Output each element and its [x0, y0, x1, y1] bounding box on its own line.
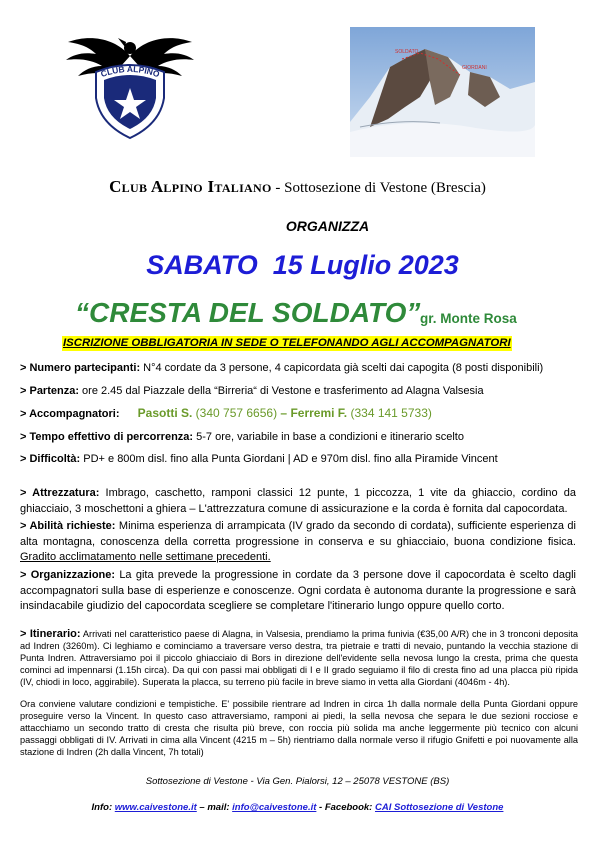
logo-text: CLUB ALPINO: [99, 63, 161, 80]
participants-row: [20, 362, 543, 374]
registration-banner: ISCRIZIONE OBBLIGATORIA IN SEDE O TELEFONANDO AGLI ACCOMPAGNATORI: [63, 337, 511, 349]
info-label: Info:: [91, 802, 115, 813]
itinerary-text-2: Ora conviene valutare condizioni e tempistiche. E' possibile rientrare ad Indren in circa 1h dalla normale della Punta Giordani oppure proseguire verso la Vincent. In questo caso attraversiamo, ramponi ai piedi, la sella nevosa che separa le due sezioni rocciose e attacchiamo un secondo tratto di cresta che risulta più breve, con roccia più solida ma anche leggermente più tecnico con alcuni passaggi obbligati di IV. Arrivati in cima alla Vincent (4215 m – 5h) rientriamo dalla normale verso il rifugio Gnifetti e poi nuovamente alla stazione di Indren (2h dalla Vincent, 7h totali): [20, 699, 578, 757]
skills-label: > Abilità richieste:: [20, 520, 116, 532]
cai-logo: [60, 28, 200, 143]
website-link[interactable]: www.caivestone.it: [114, 802, 197, 813]
participants-text: N°4 cordate da 3 persone, 4 capicordata già scelti dai capogita (8 posti disponibili): [140, 362, 544, 374]
organizza-label: ORGANIZZA: [285, 218, 370, 234]
photo-label-giordani: GIORDANI: [462, 65, 487, 71]
departure-text: ore 2.45 dal Piazzale della “Birreria“ di Vestone e trasferimento ad Alagna Valsesia: [79, 385, 484, 397]
itinerary-paragraph: [20, 628, 578, 688]
footer-contacts: [0, 802, 595, 813]
itinerary-text-1: Arrivati nel caratteristico paese di Alagna, in Valsesia, prendiamo la prima funivia (€35,00 A/R) che in 3 tronconi deposita ad Indren (3260m). Ci leghiamo e cominciamo a traversare verso destra, tra pietraie e tratti di nevaio, puntando la vecchia stazione di Punta Indren. Attraversiamo poi il piccolo ghiacciaio di Bors in direzione dell'evidente sella nevosa lungo la cresta, prima che questa cominci ad impennarsi (1.15h circa). Da qui con passi mai obbligati di I e II grado seguiamo il filo di cresta fino ad una placca più ripida (IV, chiodi in loco, aggirabile). Superata la placca, su terreno più facile in breve siamo in vetta alla Giordani (4046m - 4h).: [20, 629, 578, 687]
guide-1-name: Pasotti S.: [137, 406, 193, 420]
facebook-label: - Facebook:: [316, 802, 375, 813]
mail-label: – mail:: [196, 802, 233, 813]
itinerary-label: > Itinerario:: [20, 628, 81, 640]
time-row: [20, 431, 464, 443]
skills-text: Minima esperienza di arrampicata (IV grado da secondo di cordata), sufficiente esperienza di alta montagna, conoscenza della corretta progressione in conserva e su ghiacciaio, buona condizione fisica.: [20, 520, 576, 548]
guides-row: [20, 406, 432, 420]
event-title: “CRESTA DEL SOLDATO”: [75, 297, 421, 328]
organization-label: > Organizzazione:: [20, 569, 116, 581]
difficulty-label: > Difficoltà:: [20, 453, 81, 465]
guide-2-phone: (334 141 5733): [347, 406, 432, 420]
organization-name: Club Alpino Italiano: [109, 177, 272, 196]
event-date: SABATO 15 Luglio 2023: [146, 250, 459, 280]
time-label: > Tempo effettivo di percorrenza:: [20, 431, 194, 443]
guides-label: > Accompagnatori:: [20, 408, 120, 420]
section-name: Sottosezione di Vestone (Brescia): [284, 180, 486, 196]
difficulty-row: [20, 453, 498, 465]
email-link[interactable]: info@caivestone.it: [232, 802, 317, 813]
event-subtitle: gr. Monte Rosa: [420, 311, 517, 326]
facebook-link[interactable]: CAI Sottosezione di Vestone: [374, 802, 504, 813]
departure-label: > Partenza:: [20, 385, 79, 397]
participants-label: > Numero partecipanti:: [20, 362, 141, 374]
organizer-line: [0, 177, 595, 197]
footer-address: Sottosezione di Vestone - Via Gen. Pialorsi, 12 – 25078 VESTONE (BS): [145, 776, 450, 787]
skills-paragraph: [20, 519, 576, 566]
guide-separator: –: [280, 406, 288, 420]
organization-text: La gita prevede la progressione in cordate da 3 persone dove il capocordata è scelto dagli accompagnatori sulla base di esperienze e conoscenze. Ogni cordata è autonoma durante la progressione e sarà insindacabile giudizio del capocordata scegliere se completare l'itinerario lungo oppure quello corto.: [20, 569, 576, 612]
header-separator: -: [271, 180, 285, 196]
organization-paragraph: [20, 568, 576, 615]
skills-underlined: Gradito acclimatamento nelle settimane precedenti.: [20, 551, 271, 563]
equipment-paragraph: [20, 486, 576, 517]
guide-2-name: Ferremi F.: [287, 406, 348, 420]
photo-label-soldato: SOLDATO: [395, 49, 419, 55]
mountain-photo: [350, 27, 535, 157]
difficulty-text: PD+ e 800m disl. fino alla Punta Giordani | AD e 970m disl. fino alla Piramide Vincent: [80, 453, 498, 465]
departure-row: [20, 385, 484, 397]
equipment-label: > Attrezzatura:: [20, 487, 100, 499]
guide-1-phone: (340 757 6656): [192, 406, 281, 420]
itinerary-paragraph-2: [20, 698, 578, 758]
time-text: 5-7 ore, variabile in base a condizioni e itinerario scelto: [193, 431, 464, 443]
equipment-text: Imbrago, caschetto, ramponi classici 12 punte, 1 piccozza, 1 vite da ghiaccio, cordino da ghiacciaio, 3 moschettoni a ghiera – L'attrezzatura comune di assicurazione e la corda è fornita dal capocordata.: [20, 487, 576, 515]
